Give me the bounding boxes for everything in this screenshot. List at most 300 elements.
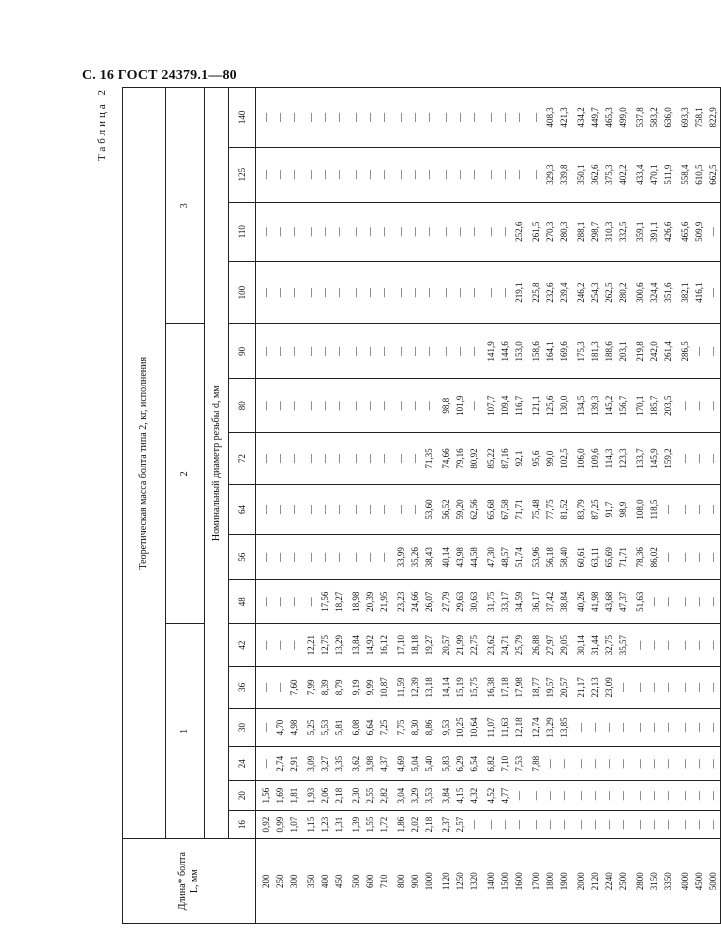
mass-cell: — <box>588 708 602 746</box>
mass-cell: — <box>498 202 512 261</box>
mass-cell: — <box>529 781 543 811</box>
table-row <box>363 88 377 924</box>
mass-cell: 3,29 <box>408 781 422 811</box>
mass-cell: 23,09 <box>602 667 616 709</box>
mass-cell: — <box>692 379 706 433</box>
mass-cell: — <box>692 624 706 667</box>
mass-cell: 416,1 <box>692 261 706 324</box>
mass-cell: 114,3 <box>602 433 616 485</box>
mass-cell: 5,53 <box>318 708 332 746</box>
mass-cell: 26,07 <box>422 580 436 624</box>
mass-cell: — <box>678 781 692 811</box>
mass-cell: — <box>287 202 301 261</box>
mass-cell: — <box>647 624 661 667</box>
table-row <box>408 88 422 924</box>
diameter-header: 48 <box>229 580 256 624</box>
mass-cell: 80,92 <box>467 433 481 485</box>
mass-cell: — <box>273 484 287 535</box>
mass-cell: 15,75 <box>467 667 481 709</box>
mass-cell: 91,7 <box>602 484 616 535</box>
mass-cell: 9,53 <box>439 708 453 746</box>
mass-cell: — <box>259 484 273 535</box>
mass-cell: 2,91 <box>287 747 301 781</box>
mass-cell: — <box>273 624 287 667</box>
mass-cell: 134,5 <box>574 379 588 433</box>
mass-cell: — <box>408 88 422 148</box>
length-cell: 400 <box>318 839 332 924</box>
mass-cell: 12,39 <box>408 667 422 709</box>
table-row <box>616 88 630 924</box>
mass-cell: 8,39 <box>318 667 332 709</box>
mass-cell: 31,75 <box>484 580 498 624</box>
mass-cell: — <box>512 781 526 811</box>
mass-cell: — <box>661 624 675 667</box>
mass-cell: 2,06 <box>318 781 332 811</box>
mass-cell: — <box>439 147 453 202</box>
length-cell: 710 <box>377 839 391 924</box>
mass-cell: — <box>377 379 391 433</box>
mass-cell: 280,3 <box>557 202 571 261</box>
mass-cell: — <box>602 708 616 746</box>
mass-cell: — <box>692 708 706 746</box>
diameter-header: 42 <box>229 624 256 667</box>
mass-cell: 509,9 <box>692 202 706 261</box>
mass-cell: 20,57 <box>439 624 453 667</box>
mass-cell: 33,17 <box>498 580 512 624</box>
mass-cell: — <box>422 379 436 433</box>
variant-1-header: 1 <box>166 624 205 839</box>
mass-cell: 1,86 <box>394 810 408 839</box>
mass-cell: — <box>616 810 630 839</box>
mass-cell: — <box>332 324 346 379</box>
mass-cell: — <box>273 147 287 202</box>
mass-cell: — <box>377 202 391 261</box>
mass-cell: — <box>259 379 273 433</box>
mass-cell: — <box>588 810 602 839</box>
mass-cell: — <box>633 708 647 746</box>
mass-cell: 75,48 <box>529 484 543 535</box>
mass-cell: 1,15 <box>304 810 318 839</box>
table-row <box>377 88 391 924</box>
mass-cell: 7,75 <box>394 708 408 746</box>
mass-cell: — <box>439 88 453 148</box>
mass-cell: 6,54 <box>467 747 481 781</box>
mass-cell: 4,15 <box>453 781 467 811</box>
length-header-line1: Длина* болта <box>177 852 188 911</box>
mass-cell: 78,36 <box>633 535 647 580</box>
length-cell: 900 <box>408 839 422 924</box>
mass-cell: 225,8 <box>529 261 543 324</box>
mass-cell: 21,17 <box>574 667 588 709</box>
mass-cell: 40,14 <box>439 535 453 580</box>
mass-cell: 1,23 <box>318 810 332 839</box>
table-row <box>394 88 408 924</box>
mass-cell: 4,69 <box>394 747 408 781</box>
mass-cell: — <box>259 624 273 667</box>
length-cell: 3150 <box>647 839 661 924</box>
table-row <box>557 88 571 924</box>
mass-cell: 27,79 <box>439 580 453 624</box>
mass-cell: 758,1 <box>692 88 706 148</box>
mass-cell: — <box>467 202 481 261</box>
diameter-header: 80 <box>229 379 256 433</box>
mass-cell: 13,29 <box>332 624 346 667</box>
mass-cell: — <box>467 88 481 148</box>
table-row <box>588 88 602 924</box>
mass-cell: 74,66 <box>439 433 453 485</box>
mass-cell: 1,07 <box>287 810 301 839</box>
diameter-header: 24 <box>229 747 256 781</box>
mass-cell: — <box>377 261 391 324</box>
mass-cell: — <box>408 433 422 485</box>
mass-cell: 219,8 <box>633 324 647 379</box>
mass-cell: 5,40 <box>422 747 436 781</box>
mass-cell: — <box>349 324 363 379</box>
table-caption: Таблица 2 <box>96 87 108 162</box>
mass-cell: 421,3 <box>557 88 571 148</box>
mass-cell: 1,56 <box>259 781 273 811</box>
mass-cell: 12,74 <box>529 708 543 746</box>
mass-cell: — <box>661 747 675 781</box>
mass-cell: 56,52 <box>439 484 453 535</box>
mass-cell: — <box>484 810 498 839</box>
mass-cell: 408,3 <box>543 88 557 148</box>
mass-cell: — <box>588 781 602 811</box>
mass-cell: 449,7 <box>588 88 602 148</box>
mass-cell: 17,18 <box>498 667 512 709</box>
mass-cell: — <box>706 810 721 839</box>
mass-cell: — <box>661 810 675 839</box>
mass-cell: 7,10 <box>498 747 512 781</box>
mass-cell: — <box>484 261 498 324</box>
table-row <box>678 88 692 924</box>
mass-cell: 1,31 <box>332 810 346 839</box>
mass-cell: 203,1 <box>616 324 630 379</box>
mass-cell: — <box>602 747 616 781</box>
mass-cell: — <box>332 261 346 324</box>
mass-cell: — <box>422 261 436 324</box>
mass-cell: 22,13 <box>588 667 602 709</box>
mass-cell: 2,18 <box>332 781 346 811</box>
diameter-header: 20 <box>229 781 256 811</box>
length-cell: 1500 <box>498 839 512 924</box>
mass-cell: — <box>678 379 692 433</box>
mass-cell: 11,59 <box>394 667 408 709</box>
mass-cell: — <box>304 202 318 261</box>
mass-cell: — <box>259 667 273 709</box>
table-row <box>467 88 481 924</box>
mass-cell: 164,1 <box>543 324 557 379</box>
mass-cell: — <box>394 202 408 261</box>
mass-cell: 38,43 <box>422 535 436 580</box>
length-cell: 1800 <box>543 839 557 924</box>
mass-cell: — <box>377 147 391 202</box>
mass-cell: 3,04 <box>394 781 408 811</box>
mass-cell: — <box>678 580 692 624</box>
length-cell: 1000 <box>422 839 436 924</box>
mass-cell: — <box>363 324 377 379</box>
mass-cell: 118,5 <box>647 484 661 535</box>
mass-cell: — <box>304 324 318 379</box>
mass-cell: — <box>633 624 647 667</box>
mass-cell: — <box>498 810 512 839</box>
mass-cell: 5,25 <box>304 708 318 746</box>
diameter-header: 36 <box>229 667 256 709</box>
mass-cell: 4,52 <box>484 781 498 811</box>
length-cell: 1320 <box>467 839 481 924</box>
mass-cell: 17,56 <box>318 580 332 624</box>
mass-cell: 558,4 <box>678 147 692 202</box>
mass-cell: 26,88 <box>529 624 543 667</box>
mass-cell: 53,60 <box>422 484 436 535</box>
mass-cell: 18,18 <box>408 624 422 667</box>
mass-cell: — <box>363 379 377 433</box>
mass-cell: 3,62 <box>349 747 363 781</box>
mass-cell: — <box>633 781 647 811</box>
mass-cell: — <box>529 810 543 839</box>
mass-cell: — <box>318 535 332 580</box>
mass-cell: — <box>467 324 481 379</box>
diameter-header: 140 <box>229 88 256 148</box>
mass-cell: 286,5 <box>678 324 692 379</box>
mass-cell: — <box>633 747 647 781</box>
mass-cell: — <box>332 535 346 580</box>
mass-cell: — <box>467 147 481 202</box>
mass-cell: — <box>678 433 692 485</box>
mass-cell: — <box>332 484 346 535</box>
mass-cell: 350,1 <box>574 147 588 202</box>
mass-cell: 153,0 <box>512 324 526 379</box>
diameter-header: 100 <box>229 261 256 324</box>
mass-cell: 511,9 <box>661 147 675 202</box>
table-row <box>439 88 453 924</box>
mass-cell: 2,30 <box>349 781 363 811</box>
mass-cell: — <box>453 324 467 379</box>
mass-cell: — <box>273 261 287 324</box>
mass-cell: — <box>318 433 332 485</box>
mass-cell: — <box>377 88 391 148</box>
mass-cell: 5,83 <box>439 747 453 781</box>
length-cell: 1600 <box>512 839 526 924</box>
mass-cell: 14,14 <box>439 667 453 709</box>
mass-cell: 175,3 <box>574 324 588 379</box>
mass-cell: 33,99 <box>394 535 408 580</box>
mass-cell: — <box>304 433 318 485</box>
mass-cell: — <box>692 535 706 580</box>
mass-cell: 2,74 <box>273 747 287 781</box>
table-row <box>332 88 346 924</box>
mass-cell: — <box>422 202 436 261</box>
length-cell: 1400 <box>484 839 498 924</box>
mass-cell: 537,8 <box>633 88 647 148</box>
mass-cell: 246,2 <box>574 261 588 324</box>
mass-cell: — <box>287 433 301 485</box>
mass-cell: — <box>661 535 675 580</box>
mass-cell: — <box>377 324 391 379</box>
mass-cell: 339,8 <box>557 147 571 202</box>
mass-cell: 662,5 <box>706 147 721 202</box>
mass-cell: 35,57 <box>616 624 630 667</box>
mass-cell: 98,8 <box>439 379 453 433</box>
mass-cell: 23,23 <box>394 580 408 624</box>
mass-cell: 261,4 <box>661 324 675 379</box>
mass-cell: 18,98 <box>349 580 363 624</box>
mass-cell: — <box>633 810 647 839</box>
mass-cell: — <box>394 379 408 433</box>
length-header-line2: L, мм <box>189 869 200 894</box>
table-row <box>304 88 318 924</box>
mass-cell: 262,5 <box>602 261 616 324</box>
mass-cell: — <box>259 747 273 781</box>
mass-cell: — <box>349 484 363 535</box>
mass-cell: 125,6 <box>543 379 557 433</box>
mass-cell: — <box>287 261 301 324</box>
mass-cell: — <box>557 747 571 781</box>
mass-cell: — <box>678 810 692 839</box>
mass-cell: 37,42 <box>543 580 557 624</box>
mass-cell: — <box>529 147 543 202</box>
mass-cell: — <box>273 379 287 433</box>
mass-cell: 21,95 <box>377 580 391 624</box>
mass-cell: 15,19 <box>453 667 467 709</box>
mass-cell: 11,07 <box>484 708 498 746</box>
mass-cell: — <box>661 484 675 535</box>
table-row <box>647 88 661 924</box>
mass-cell: — <box>259 261 273 324</box>
mass-cell: — <box>259 88 273 148</box>
mass-cell: 11,63 <box>498 708 512 746</box>
mass-cell: — <box>259 535 273 580</box>
mass-cell: 38,84 <box>557 580 571 624</box>
table-row <box>422 88 436 924</box>
mass-cell: 181,3 <box>588 324 602 379</box>
mass-cell: 1,81 <box>287 781 301 811</box>
mass-cell: — <box>273 667 287 709</box>
mass-cell: — <box>692 747 706 781</box>
mass-cell: 232,6 <box>543 261 557 324</box>
mass-cell: 2,37 <box>439 810 453 839</box>
mass-cell: 2,57 <box>453 810 467 839</box>
mass-cell: 7,60 <box>287 667 301 709</box>
mass-cell: — <box>692 667 706 709</box>
mass-cell: — <box>543 747 557 781</box>
mass-cell: — <box>318 324 332 379</box>
mass-cell: 62,56 <box>467 484 481 535</box>
mass-cell: 13,85 <box>557 708 571 746</box>
mass-cell: 79,16 <box>453 433 467 485</box>
mass-cell: 32,75 <box>602 624 616 667</box>
mass-cell: — <box>318 147 332 202</box>
mass-cell: 270,3 <box>543 202 557 261</box>
mass-cell: — <box>304 484 318 535</box>
mass-cell: — <box>349 433 363 485</box>
length-cell: 350 <box>304 839 318 924</box>
mass-cell: — <box>616 747 630 781</box>
header-row-thread <box>205 88 229 924</box>
mass-cell: 434,2 <box>574 88 588 148</box>
variant-2-header: 2 <box>166 324 205 624</box>
mass-cell: 8,86 <box>422 708 436 746</box>
mass-cell: — <box>467 379 481 433</box>
mass-cell: — <box>678 535 692 580</box>
mass-cell: — <box>706 324 721 379</box>
mass-cell: — <box>287 624 301 667</box>
mass-cell: 158,6 <box>529 324 543 379</box>
mass-cell: — <box>408 261 422 324</box>
mass-cell: 121,1 <box>529 379 543 433</box>
length-cell: 800 <box>394 839 408 924</box>
mass-cell: 10,25 <box>453 708 467 746</box>
mass-cell: 65,68 <box>484 484 498 535</box>
mass-cell: — <box>394 147 408 202</box>
mass-cell: 465,6 <box>678 202 692 261</box>
mass-cell: 1,69 <box>273 781 287 811</box>
mass-cell: 8,79 <box>332 667 346 709</box>
length-cell: 1900 <box>557 839 571 924</box>
mass-cell: — <box>706 667 721 709</box>
mass-cell: — <box>332 202 346 261</box>
mass-cell: 87,25 <box>588 484 602 535</box>
mass-cell: 254,3 <box>588 261 602 324</box>
mass-cell: 0,92 <box>259 810 273 839</box>
mass-cell: 9,19 <box>349 667 363 709</box>
mass-cell: — <box>692 781 706 811</box>
mass-cell: — <box>349 261 363 324</box>
mass-cell: — <box>647 747 661 781</box>
mass-cell: — <box>304 88 318 148</box>
mass-cell: — <box>287 88 301 148</box>
mass-cell: 20,39 <box>363 580 377 624</box>
length-cell: 2500 <box>616 839 630 924</box>
mass-cell: — <box>678 484 692 535</box>
mass-cell: — <box>363 433 377 485</box>
mass-cell: — <box>259 580 273 624</box>
table-body <box>256 88 721 924</box>
mass-cell: — <box>543 781 557 811</box>
length-cell: 600 <box>363 839 377 924</box>
mass-cell: — <box>484 88 498 148</box>
mass-cell: — <box>363 88 377 148</box>
mass-cell: — <box>453 261 467 324</box>
mass-cell: — <box>422 147 436 202</box>
length-header-cell <box>123 839 256 924</box>
mass-cell: — <box>706 708 721 746</box>
mass-cell: — <box>332 433 346 485</box>
bolt-mass-table <box>122 87 721 924</box>
length-cell: 3350 <box>661 839 675 924</box>
mass-cell: — <box>439 202 453 261</box>
mass-cell: 34,59 <box>512 580 526 624</box>
mass-cell: — <box>394 484 408 535</box>
mass-cell: 13,84 <box>349 624 363 667</box>
mass-cell: 60,61 <box>574 535 588 580</box>
header-row-diameters <box>229 88 256 924</box>
page-header: С. 16 ГОСТ 24379.1—80 <box>82 68 237 83</box>
mass-cell: — <box>453 202 467 261</box>
length-cell: 450 <box>332 839 346 924</box>
mass-cell: 159,2 <box>661 433 675 485</box>
mass-cell: — <box>408 147 422 202</box>
mass-cell: — <box>557 781 571 811</box>
mass-cell: 219,1 <box>512 261 526 324</box>
mass-cell: 130,0 <box>557 379 571 433</box>
mass-cell: 40,26 <box>574 580 588 624</box>
mass-cell: — <box>377 433 391 485</box>
diameter-header: 64 <box>229 484 256 535</box>
mass-cell: — <box>467 261 481 324</box>
mass-cell: 300,6 <box>633 261 647 324</box>
mass-cell: — <box>647 708 661 746</box>
